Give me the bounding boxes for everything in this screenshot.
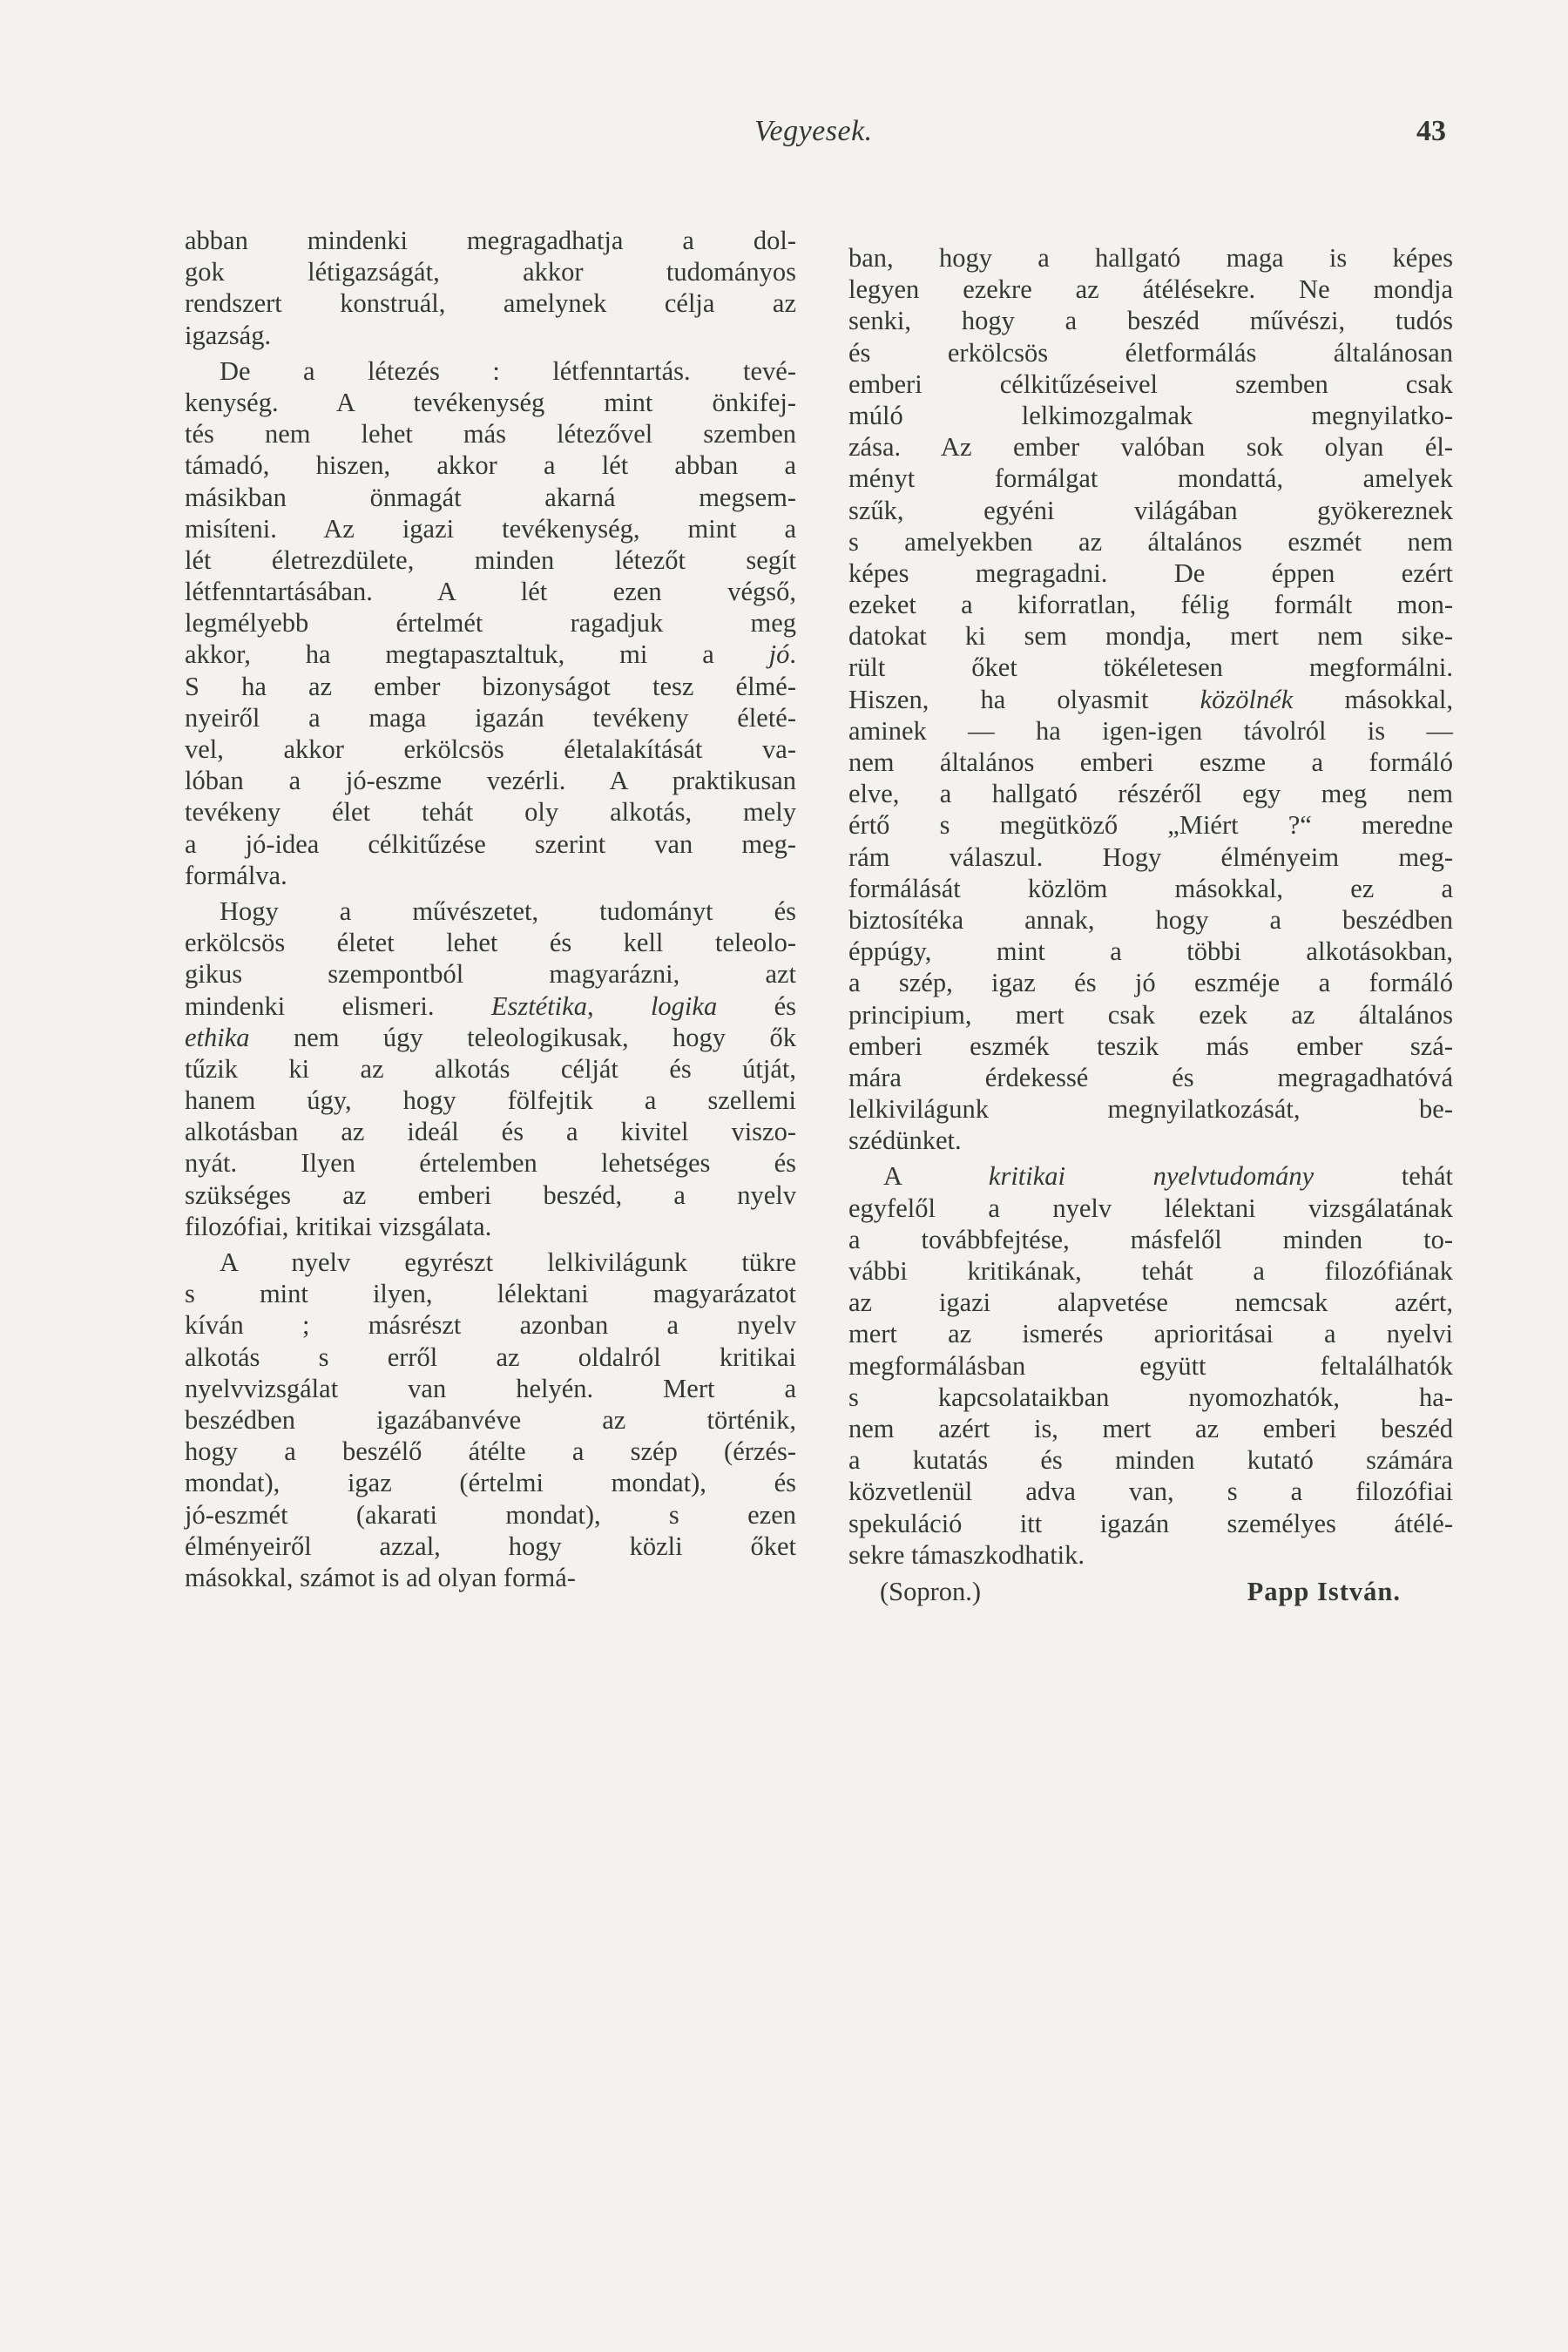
- text-line: [185, 225, 796, 256]
- text-segment: gikus szempontból magyarázni, azt: [185, 959, 796, 990]
- text-segment: akkor, ha megtapasztaltuk, mi a: [185, 639, 769, 670]
- text-line: [848, 1125, 1453, 1156]
- text-line: [848, 620, 1453, 652]
- text-line: [848, 841, 1453, 873]
- text-line: [848, 1413, 1453, 1444]
- text-segment: a kutatás és minden kutató számára: [848, 1445, 1453, 1476]
- text-segment: [1065, 1161, 1153, 1191]
- text-segment: principium, mert csak ezek az általános: [848, 999, 1453, 1030]
- text-line: [185, 387, 796, 418]
- text-line: [848, 747, 1453, 778]
- text-line: [848, 715, 1453, 747]
- text-segment: tés nem lehet más létezővel szemben: [185, 419, 796, 449]
- text-segment: megformálásban együtt feltalálhatók: [848, 1350, 1453, 1381]
- text-line: [185, 1309, 796, 1341]
- italic-term: nyelvtudomány: [1152, 1161, 1315, 1192]
- text-segment: kíván ; másrészt azonban a nyelv: [185, 1310, 796, 1341]
- text-segment: másokkal,: [1293, 684, 1453, 714]
- text-segment: szédünket.: [848, 1125, 962, 1156]
- text-segment: kenység. A tevékenység mint önkifej-: [185, 387, 796, 417]
- text-line: [185, 1053, 796, 1085]
- text-line: [185, 828, 796, 860]
- text-line: [185, 1278, 796, 1309]
- text-line: [848, 936, 1453, 967]
- text-line: [848, 967, 1453, 998]
- text-segment: A nyelv egyrészt lelkivilágunk tükre: [220, 1247, 796, 1277]
- text-line: [848, 1539, 1453, 1571]
- text-segment: legyen ezekre az átélésekre. Ne mondja: [848, 274, 1453, 305]
- text-segment: lét életrezdülete, minden létezőt segít: [185, 544, 796, 575]
- text-segment: létfenntartásában. A lét ezen végső,: [185, 577, 796, 607]
- text-line: [185, 1373, 796, 1404]
- text-line: [848, 1193, 1453, 1224]
- text-segment: emberi eszmék teszik más ember szá-: [848, 1031, 1453, 1061]
- text-line: [848, 1160, 1453, 1192]
- text-segment: az igazi alapvetése nemcsak azért,: [848, 1288, 1453, 1318]
- text-line: [185, 1179, 796, 1211]
- text-segment: nem azért is, mert az emberi beszéd: [848, 1413, 1453, 1443]
- text-segment: múló lelkimozgalmak megnyilatko-: [848, 400, 1453, 430]
- text-segment: tűzik ki az alkotás célját és útját,: [185, 1053, 796, 1084]
- text-line: [185, 1467, 796, 1498]
- text-segment: datokat ki sem mondja, mert nem sike-: [848, 621, 1453, 652]
- text-line: [185, 320, 796, 351]
- text-line: [185, 958, 796, 990]
- text-column-right: [848, 242, 1453, 1609]
- text-segment: nem általános emberi eszme a formáló: [848, 747, 1453, 777]
- text-segment: De a létezés : létfenntartás. tevé-: [220, 355, 796, 386]
- text-line: [185, 733, 796, 765]
- text-line: [848, 274, 1453, 305]
- text-segment: és: [717, 990, 796, 1021]
- text-segment: vel, akkor erkölcsös életalakítását va-: [185, 734, 796, 764]
- paragraph: [185, 896, 796, 1242]
- text-line: [185, 256, 796, 287]
- text-segment: közvetlenül adva van, s a filozófiai: [848, 1477, 1453, 1507]
- text-line: [848, 778, 1453, 809]
- text-segment: erkölcsös életet lehet és kell teleolo-: [185, 928, 796, 958]
- text-segment: emberi célkitűzéseivel szemben csak: [848, 368, 1453, 399]
- text-segment: rült őket tökéletesen megformálni.: [848, 652, 1453, 683]
- text-segment: ményt formálgat mondattá, amelyek: [848, 463, 1453, 494]
- text-segment: egyfelől a nyelv lélektani vizsgálatának: [848, 1193, 1453, 1223]
- paragraph: [185, 1247, 796, 1593]
- text-segment: a továbbfejtése, másfelől minden to-: [848, 1224, 1453, 1254]
- text-segment: alkotás s erről az oldalról kritikai: [185, 1342, 796, 1372]
- text-segment: senki, hogy a beszéd művészi, tudós: [848, 306, 1453, 336]
- text-segment: beszédben igazábanvéve az történik,: [185, 1404, 796, 1435]
- paragraph: [185, 225, 796, 351]
- text-line: [848, 904, 1453, 936]
- text-segment: mert az ismerés aprioritásai a nyelvi: [848, 1319, 1453, 1349]
- signature-place: (Sopron.): [880, 1576, 982, 1606]
- text-line: [185, 702, 796, 733]
- text-segment: élményeiről azzal, hogy közli őket: [185, 1531, 796, 1561]
- signature-author: Papp István.: [1247, 1576, 1401, 1606]
- text-line: [185, 1342, 796, 1373]
- text-segment: abban mindenki megragadhatja a dol-: [185, 226, 796, 255]
- text-line: [848, 1255, 1453, 1287]
- text-segment: tehát: [1314, 1161, 1454, 1192]
- text-line: [185, 1116, 796, 1147]
- text-segment: másokkal, számot is ad olyan formá-: [185, 1562, 576, 1592]
- text-segment: elve, a hallgató részéről egy meg nem: [848, 779, 1453, 809]
- text-segment: ban, hogy a hallgató maga is képes: [848, 243, 1453, 273]
- text-line: [848, 1444, 1453, 1476]
- text-line: [848, 400, 1453, 431]
- text-segment: Hiszen, ha olyasmit: [848, 684, 1200, 714]
- signature-line: [848, 1574, 1453, 1609]
- text-line: [185, 1531, 796, 1562]
- italic-term: jó: [768, 639, 790, 670]
- text-line: [848, 999, 1453, 1031]
- text-segment: alkotásban az ideál és a kivitel viszo-: [185, 1117, 796, 1147]
- text-segment: ,: [586, 990, 651, 1021]
- text-segment: aminek — ha igen-igen távolról is —: [848, 715, 1453, 746]
- text-line: [848, 589, 1453, 620]
- text-segment: mindenki elismeri.: [185, 990, 491, 1021]
- text-segment: a szép, igaz és jó eszméje a formáló: [848, 968, 1453, 998]
- italic-term: ethika: [185, 1022, 250, 1052]
- text-line: [185, 1247, 796, 1278]
- text-segment: nyelvvizsgálat van helyén. Mert a: [185, 1373, 796, 1403]
- text-segment: s mint ilyen, lélektani magyarázatot: [185, 1279, 796, 1309]
- text-segment: ezeket a kiforratlan, félig formált mon-: [848, 590, 1453, 620]
- text-line: [185, 1085, 796, 1116]
- text-line: [848, 305, 1453, 336]
- text-line: [185, 513, 796, 544]
- text-segment: vábbi kritikának, tehát a filozófiának: [848, 1256, 1453, 1286]
- text-line: [185, 576, 796, 607]
- text-column-left: [185, 225, 796, 1593]
- text-line: [848, 684, 1453, 715]
- text-segment: legmélyebb értelmét ragadjuk meg: [185, 608, 796, 639]
- text-segment: .: [789, 639, 796, 670]
- text-line: [848, 1382, 1453, 1413]
- text-line: [848, 495, 1453, 526]
- text-segment: képes megragadni. De éppen ezért: [848, 558, 1453, 588]
- text-segment: Hogy a művészetet, tudományt és: [220, 896, 796, 926]
- text-line: [848, 1508, 1453, 1539]
- text-segment: formálását közlöm másokkal, ez a: [848, 873, 1453, 903]
- text-segment: lelkivilágunk megnyilatkozását, be-: [848, 1094, 1453, 1125]
- text-line: [185, 639, 796, 670]
- text-segment: A: [883, 1161, 989, 1192]
- text-line: [185, 418, 796, 449]
- text-line: [848, 1287, 1453, 1318]
- text-line: [848, 368, 1453, 400]
- text-segment: zása. Az ember valóban sok olyan él-: [848, 432, 1453, 463]
- text-line: [185, 765, 796, 796]
- text-segment: igazság.: [185, 320, 272, 350]
- text-line: [185, 796, 796, 828]
- text-segment: biztosítéka annak, hogy a beszédben: [848, 904, 1453, 935]
- text-line: [185, 482, 796, 513]
- text-line: [848, 1093, 1453, 1125]
- text-segment: S ha az ember bizonyságot tesz élmé-: [185, 671, 796, 701]
- text-segment: szűk, egyéni világában gyökereznek: [848, 495, 1453, 525]
- text-segment: nyeiről a maga igazán tevékeny életé-: [185, 702, 796, 733]
- text-line: [185, 1211, 796, 1242]
- text-segment: misíteni. Az igazi tevékenység, mint a: [185, 513, 796, 544]
- paragraph: [848, 1160, 1453, 1570]
- text-segment: jó-eszmét (akarati mondat), s ezen: [185, 1499, 796, 1530]
- text-line: [185, 287, 796, 319]
- text-line: [848, 242, 1453, 274]
- text-line: [848, 1224, 1453, 1255]
- text-segment: s amelyekben az általános eszmét nem: [848, 526, 1453, 557]
- text-line: [185, 1562, 796, 1593]
- text-line: [185, 544, 796, 576]
- text-segment: értő s megütköző „Miért ?“ meredne: [848, 810, 1453, 841]
- text-segment: filozófiai, kritikai vizsgálata.: [185, 1211, 492, 1241]
- text-segment: lóban a jó-eszme vezérli. A praktikusan: [185, 766, 796, 796]
- text-line: [185, 1404, 796, 1436]
- text-line: [185, 860, 796, 891]
- text-line: [848, 1350, 1453, 1382]
- text-segment: spekuláció itt igazán személyes átélé-: [848, 1508, 1453, 1538]
- italic-term: logika: [650, 990, 718, 1021]
- text-line: [185, 1499, 796, 1531]
- text-line: [185, 607, 796, 639]
- page-number: 43: [1416, 115, 1446, 147]
- text-segment: hogy a beszélő átélte a szép (érzés-: [185, 1436, 796, 1467]
- text-segment: másikban önmagát akarná megsem-: [185, 482, 796, 512]
- text-line: [185, 671, 796, 702]
- running-title: Vegyesek.: [754, 115, 873, 147]
- italic-term: Esztétika: [490, 990, 587, 1021]
- text-line: [185, 449, 796, 481]
- text-line: [848, 1318, 1453, 1349]
- text-segment: rám válaszul. Hogy élményeim meg-: [848, 841, 1453, 872]
- paragraph: [848, 242, 1453, 1156]
- italic-term: közölnék: [1200, 684, 1294, 714]
- text-line: [185, 896, 796, 927]
- text-line: [848, 1476, 1453, 1507]
- text-line: [848, 558, 1453, 589]
- text-segment: szükséges az emberi beszéd, a nyelv: [185, 1179, 796, 1210]
- text-line: [848, 652, 1453, 683]
- text-line: [848, 1031, 1453, 1062]
- text-line: [848, 463, 1453, 494]
- text-line: [848, 809, 1453, 841]
- text-line: [848, 526, 1453, 558]
- text-segment: éppúgy, mint a többi alkotásokban,: [848, 936, 1453, 967]
- text-line: [185, 927, 796, 958]
- text-segment: nem úgy teleologikusak, hogy ők: [249, 1022, 796, 1052]
- text-line: [185, 1147, 796, 1179]
- text-segment: hanem úgy, hogy fölfejtik a szellemi: [185, 1085, 796, 1116]
- text-line: [848, 431, 1453, 463]
- text-segment: és erkölcsös életformálás általánosan: [848, 337, 1453, 368]
- text-segment: s kapcsolataikban nyomozhatók, ha-: [848, 1382, 1453, 1412]
- paragraph: [185, 355, 796, 891]
- text-line: [185, 1022, 796, 1053]
- text-segment: a jó-idea célkitűzése szerint van meg-: [185, 828, 796, 859]
- text-segment: sekre támaszkodhatik.: [848, 1539, 1085, 1570]
- text-segment: támadó, hiszen, akkor a lét abban a: [185, 450, 796, 481]
- text-segment: mára érdekessé és megragadhatóvá: [848, 1062, 1453, 1092]
- text-segment: gok létigazságát, akkor tudományos: [185, 257, 796, 287]
- italic-term: kritikai: [988, 1161, 1065, 1192]
- text-line: [848, 1062, 1453, 1093]
- text-line: [848, 873, 1453, 904]
- text-segment: nyát. Ilyen értelemben lehetséges és: [185, 1148, 796, 1179]
- text-segment: tevékeny élet tehát oly alkotás, mely: [185, 797, 796, 828]
- text-line: [185, 990, 796, 1022]
- text-segment: mondat), igaz (értelmi mondat), és: [185, 1468, 796, 1498]
- text-segment: formálva.: [185, 860, 287, 890]
- text-line: [848, 337, 1453, 368]
- text-line: [185, 1436, 796, 1467]
- text-line: [185, 355, 796, 387]
- text-segment: rendszert konstruál, amelynek célja az: [185, 288, 796, 319]
